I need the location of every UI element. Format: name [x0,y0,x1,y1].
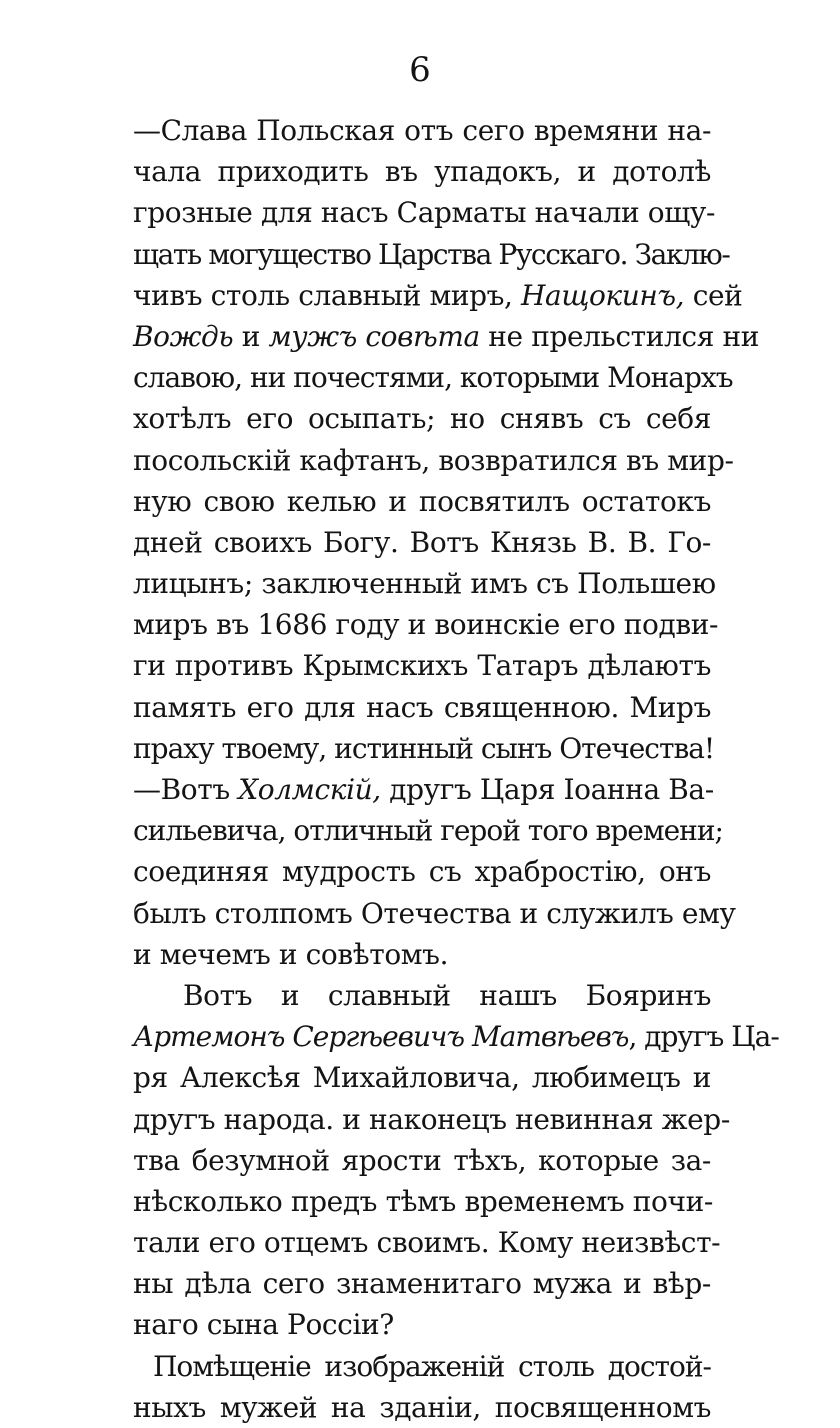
text-line: славою, ни почестями, которыми Монархъ [133,361,733,395]
text-line: былъ столпомъ Отечества и служилъ ему [133,896,736,930]
page-number: 6 [409,50,431,90]
text-line: Помѣщеніе изображеній столь достой- [153,1349,711,1383]
text-line: грозные для насъ Сарматы начали ощу- [133,196,716,230]
text-line: ны дѣла сего знаменитаго мужа и вѣр- [133,1267,711,1301]
paragraph [133,110,759,975]
text-line: нѣсколько предъ тѣмъ временемъ почи- [133,1184,713,1218]
text-line: ги противъ Крымскихъ Татаръ дѣлаютъ [133,649,711,683]
body-text [133,110,779,1428]
text-line: щать могущество Царства Русскаго. Заклю- [133,237,730,271]
text-line: ныхъ мужей на зданіи, посвященномъ [133,1390,711,1424]
text-line: хотѣлъ его осыпать; но снявъ съ себя [133,402,711,436]
text-line: и мечемъ и совѣтомъ. [133,937,449,971]
text-line: память его для насъ священною. Миръ [133,690,711,724]
text-line: сильевича, отличный герой того времени; [133,814,723,848]
paragraph [133,975,779,1346]
text-line: тва безумной ярости тѣхъ, которые за- [133,1143,711,1177]
text-line: тали его отцемъ своимъ. Кому неизвѣст- [133,1226,721,1260]
text-line: Вождь и мужъ совѣта не прельстился ни [133,319,759,353]
text-line: дней своихъ Богу. Вотъ Князь В. В. Го- [133,525,711,559]
text-line: другъ народа. и наконецъ невинная жер- [133,1102,730,1136]
text-line: чала приходить въ упадокъ, и дотолѣ [133,155,711,189]
text-line: наго сына Россіи? [133,1308,394,1342]
text-line: праху твоему, истинный сынъ Отечества! [133,731,715,765]
paragraph [133,1346,711,1428]
text-line: соединяя мудрость съ храбростію, онъ [133,855,711,889]
text-line: Вотъ и славный нашъ Бояринъ [183,978,711,1012]
text-line: —Вотъ Холмскій, другъ Царя Іоанна Ва- [133,773,714,806]
text-line: чивъ столь славный миръ, Нащокинъ, сей [133,278,743,312]
text-line: лицынъ; заключенный имъ съ Польшею [133,567,716,601]
text-line: миръ въ 1686 году и воинскіе его подви- [133,608,719,642]
text-line: ря Алексѣя Михайловича, любимецъ и [133,1061,711,1095]
text-line: —Слава Польская отъ сего времяни на- [133,114,711,147]
text-line: посольскій кафтанъ, возвратился въ мир- [133,443,734,477]
text-line: ную свою келью и посвятилъ остатокъ [133,484,711,518]
text-line: Артемонъ Сергѣевичъ Матвѣевъ, другъ Ца- [133,1020,779,1054]
